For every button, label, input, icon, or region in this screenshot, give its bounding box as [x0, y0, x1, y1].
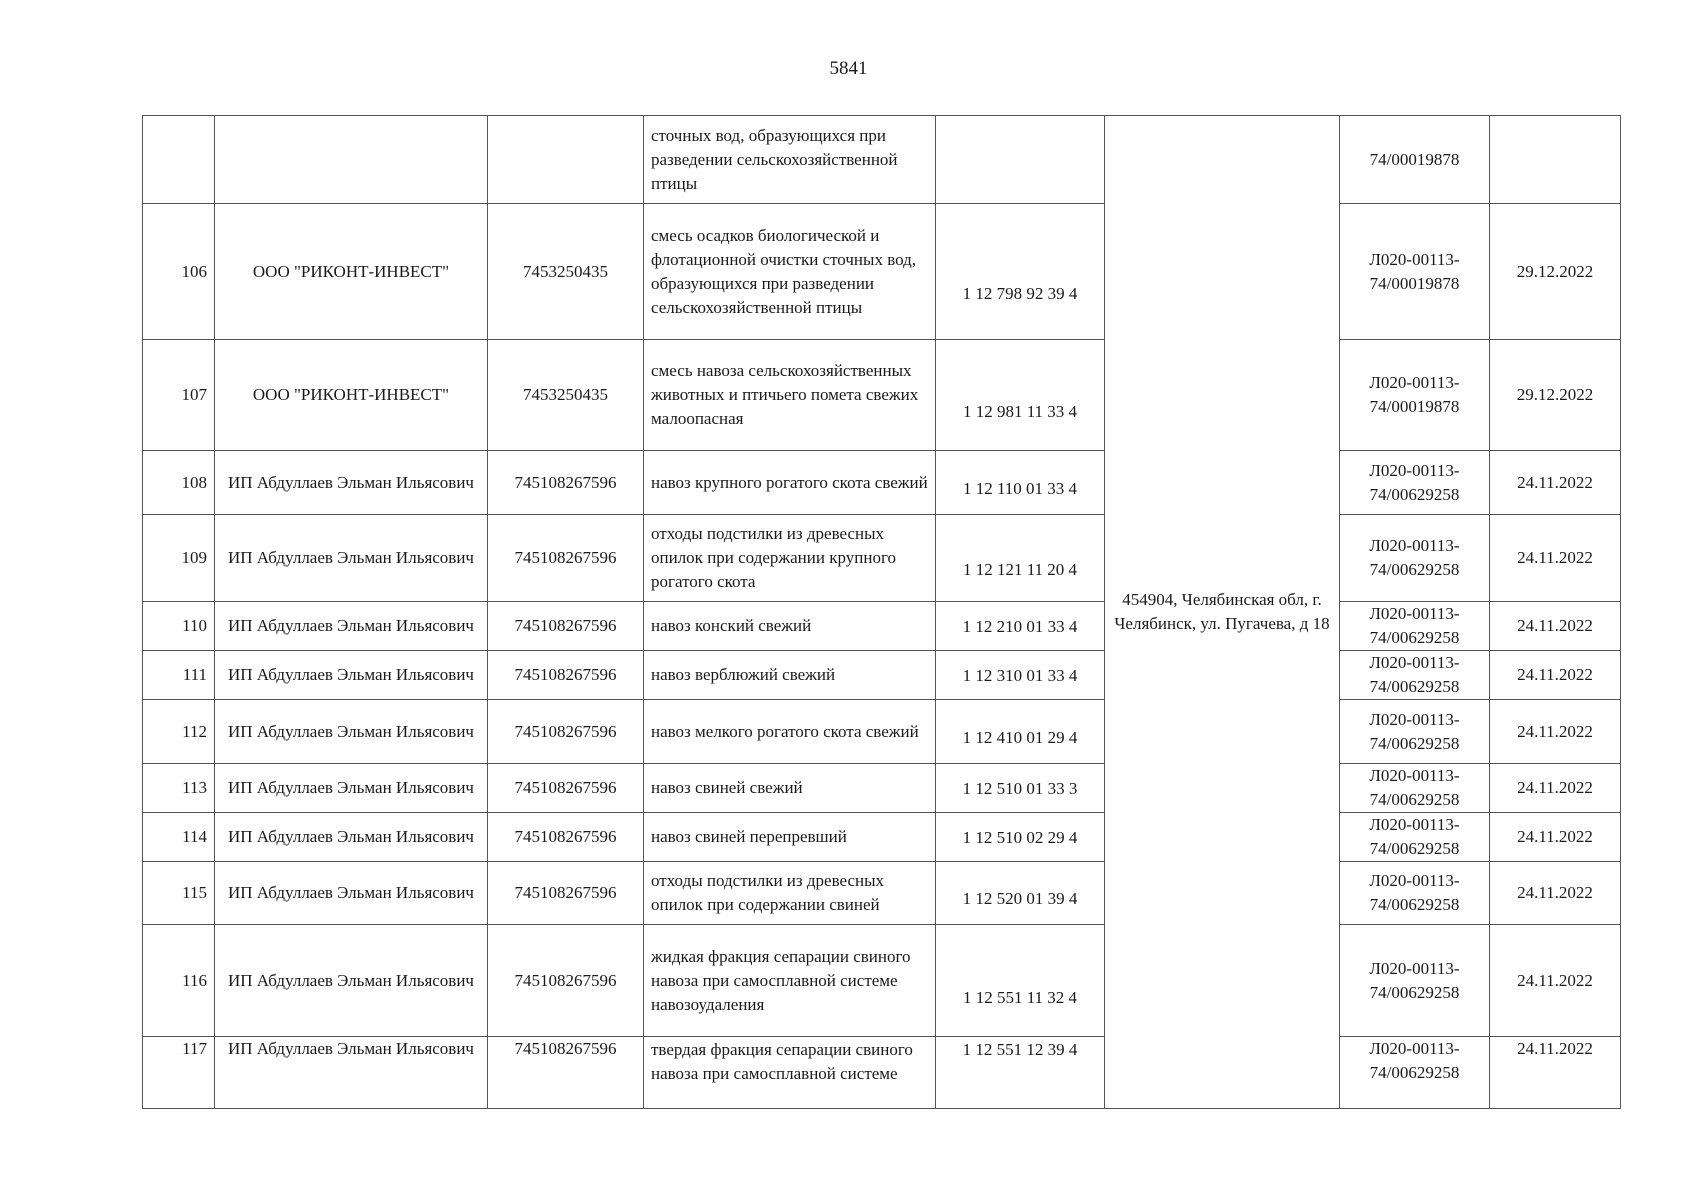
date-cell: 24.11.2022	[1490, 651, 1621, 700]
license-cell: Л020-00113-74/00629258	[1340, 451, 1490, 515]
organization-cell: ИП Абдуллаев Эльман Ильясович	[215, 1037, 488, 1109]
license-cell: Л020-00113-74/00629258	[1340, 764, 1490, 813]
inn-cell: 745108267596	[488, 602, 644, 651]
organization-cell: ИП Абдуллаев Эльман Ильясович	[215, 451, 488, 515]
waste-code-cell: 1 12 551 11 32 4	[936, 925, 1105, 1037]
waste-description-cell: навоз крупного рогатого скота свежий	[644, 451, 936, 515]
row-number-cell	[143, 116, 215, 204]
license-cell: Л020-00113-74/00629258	[1340, 813, 1490, 862]
row-number-cell: 108	[143, 451, 215, 515]
table-row	[143, 862, 1621, 925]
row-number-cell: 114	[143, 813, 215, 862]
license-cell: Л020-00113-74/00629258	[1340, 862, 1490, 925]
row-number-cell: 116	[143, 925, 215, 1037]
waste-description-cell: навоз мелкого рогатого скота свежий	[644, 700, 936, 764]
date-cell: 24.11.2022	[1490, 925, 1621, 1037]
waste-code-cell: 1 12 981 11 33 4	[936, 340, 1105, 451]
table-row	[143, 340, 1621, 451]
date-cell: 24.11.2022	[1490, 862, 1621, 925]
address-cell: 454904, Челябинская обл, г. Челябинск, ул. Пугачева, д 18	[1105, 116, 1340, 1109]
waste-description-cell: твердая фракция сепарации свиного навоза при самосплавной системе	[644, 1037, 936, 1109]
waste-code-cell: 1 12 410 01 29 4	[936, 700, 1105, 764]
inn-cell: 745108267596	[488, 813, 644, 862]
table-row	[143, 651, 1621, 700]
date-cell: 24.11.2022	[1490, 602, 1621, 651]
license-cell: Л020-00113-74/00019878	[1340, 340, 1490, 451]
table-row	[143, 925, 1621, 1037]
waste-description-cell: навоз верблюжий свежий	[644, 651, 936, 700]
waste-code-cell	[936, 116, 1105, 204]
license-cell: Л020-00113-74/00629258	[1340, 1037, 1490, 1109]
page-number: 5841	[829, 58, 868, 79]
waste-description-cell: навоз свиней свежий	[644, 764, 936, 813]
waste-code-cell: 1 12 520 01 39 4	[936, 862, 1105, 925]
date-cell	[1490, 116, 1621, 204]
waste-description-cell: сточных вод, образующихся при разведении сельскохозяйственной птицы	[644, 116, 936, 204]
waste-code-cell: 1 12 210 01 33 4	[936, 602, 1105, 651]
inn-cell: 745108267596	[488, 862, 644, 925]
date-cell: 24.11.2022	[1490, 451, 1621, 515]
organization-cell: ИП Абдуллаев Эльман Ильясович	[215, 764, 488, 813]
waste-code-cell: 1 12 551 12 39 4	[936, 1037, 1105, 1109]
date-cell: 24.11.2022	[1490, 764, 1621, 813]
date-cell: 24.11.2022	[1490, 1037, 1621, 1109]
table-row	[143, 204, 1621, 340]
inn-cell: 745108267596	[488, 651, 644, 700]
waste-code-cell: 1 12 510 02 29 4	[936, 813, 1105, 862]
license-cell: Л020-00113-74/00629258	[1340, 515, 1490, 602]
date-cell: 29.12.2022	[1490, 340, 1621, 451]
table-row	[143, 700, 1621, 764]
row-number-cell: 113	[143, 764, 215, 813]
inn-cell: 7453250435	[488, 340, 644, 451]
row-number-cell: 117	[143, 1037, 215, 1109]
waste-description-cell: отходы подстилки из древесных опилок при содержании крупного рогатого скота	[644, 515, 936, 602]
organization-cell: ООО "РИКОНТ-ИНВЕСТ"	[215, 204, 488, 340]
waste-license-table	[142, 115, 1621, 1109]
inn-cell: 745108267596	[488, 925, 644, 1037]
organization-cell	[215, 116, 488, 204]
organization-cell: ООО "РИКОНТ-ИНВЕСТ"	[215, 340, 488, 451]
waste-description-cell: отходы подстилки из древесных опилок при содержании свиней	[644, 862, 936, 925]
row-number-cell: 115	[143, 862, 215, 925]
waste-code-cell: 1 12 310 01 33 4	[936, 651, 1105, 700]
inn-cell	[488, 116, 644, 204]
inn-cell: 745108267596	[488, 764, 644, 813]
table-row	[143, 515, 1621, 602]
license-cell: 74/00019878	[1340, 116, 1490, 204]
waste-description-cell: жидкая фракция сепарации свиного навоза при самосплавной системе навозоудаления	[644, 925, 936, 1037]
organization-cell: ИП Абдуллаев Эльман Ильясович	[215, 700, 488, 764]
license-cell: Л020-00113-74/00629258	[1340, 602, 1490, 651]
waste-code-cell: 1 12 121 11 20 4	[936, 515, 1105, 602]
row-number-cell: 109	[143, 515, 215, 602]
row-number-cell: 106	[143, 204, 215, 340]
license-cell: Л020-00113-74/00019878	[1340, 204, 1490, 340]
date-cell: 24.11.2022	[1490, 700, 1621, 764]
organization-cell: ИП Абдуллаев Эльман Ильясович	[215, 515, 488, 602]
inn-cell: 7453250435	[488, 204, 644, 340]
table-row	[143, 813, 1621, 862]
date-cell: 24.11.2022	[1490, 813, 1621, 862]
date-cell: 24.11.2022	[1490, 515, 1621, 602]
organization-cell: ИП Абдуллаев Эльман Ильясович	[215, 813, 488, 862]
organization-cell: ИП Абдуллаев Эльман Ильясович	[215, 925, 488, 1037]
table-row-continuation	[143, 116, 1621, 204]
waste-code-cell: 1 12 510 01 33 3	[936, 764, 1105, 813]
table-row	[143, 764, 1621, 813]
table-row	[143, 451, 1621, 515]
inn-cell: 745108267596	[488, 1037, 644, 1109]
row-number-cell: 112	[143, 700, 215, 764]
waste-description-cell: смесь осадков биологической и флотационной очистки сточных вод, образующихся при разведении сельскохозяйственной птицы	[644, 204, 936, 340]
license-cell: Л020-00113-74/00629258	[1340, 651, 1490, 700]
table-row	[143, 1037, 1621, 1109]
organization-cell: ИП Абдуллаев Эльман Ильясович	[215, 651, 488, 700]
organization-cell: ИП Абдуллаев Эльман Ильясович	[215, 602, 488, 651]
row-number-cell: 111	[143, 651, 215, 700]
waste-description-cell: смесь навоза сельскохозяйственных животных и птичьего помета свежих малоопасная	[644, 340, 936, 451]
inn-cell: 745108267596	[488, 451, 644, 515]
waste-code-cell: 1 12 110 01 33 4	[936, 451, 1105, 515]
organization-cell: ИП Абдуллаев Эльман Ильясович	[215, 862, 488, 925]
inn-cell: 745108267596	[488, 515, 644, 602]
table-row	[143, 602, 1621, 651]
inn-cell: 745108267596	[488, 700, 644, 764]
license-cell: Л020-00113-74/00629258	[1340, 700, 1490, 764]
license-cell: Л020-00113-74/00629258	[1340, 925, 1490, 1037]
row-number-cell: 107	[143, 340, 215, 451]
waste-description-cell: навоз конский свежий	[644, 602, 936, 651]
waste-description-cell: навоз свиней перепревший	[644, 813, 936, 862]
row-number-cell: 110	[143, 602, 215, 651]
date-cell: 29.12.2022	[1490, 204, 1621, 340]
waste-code-cell: 1 12 798 92 39 4	[936, 204, 1105, 340]
